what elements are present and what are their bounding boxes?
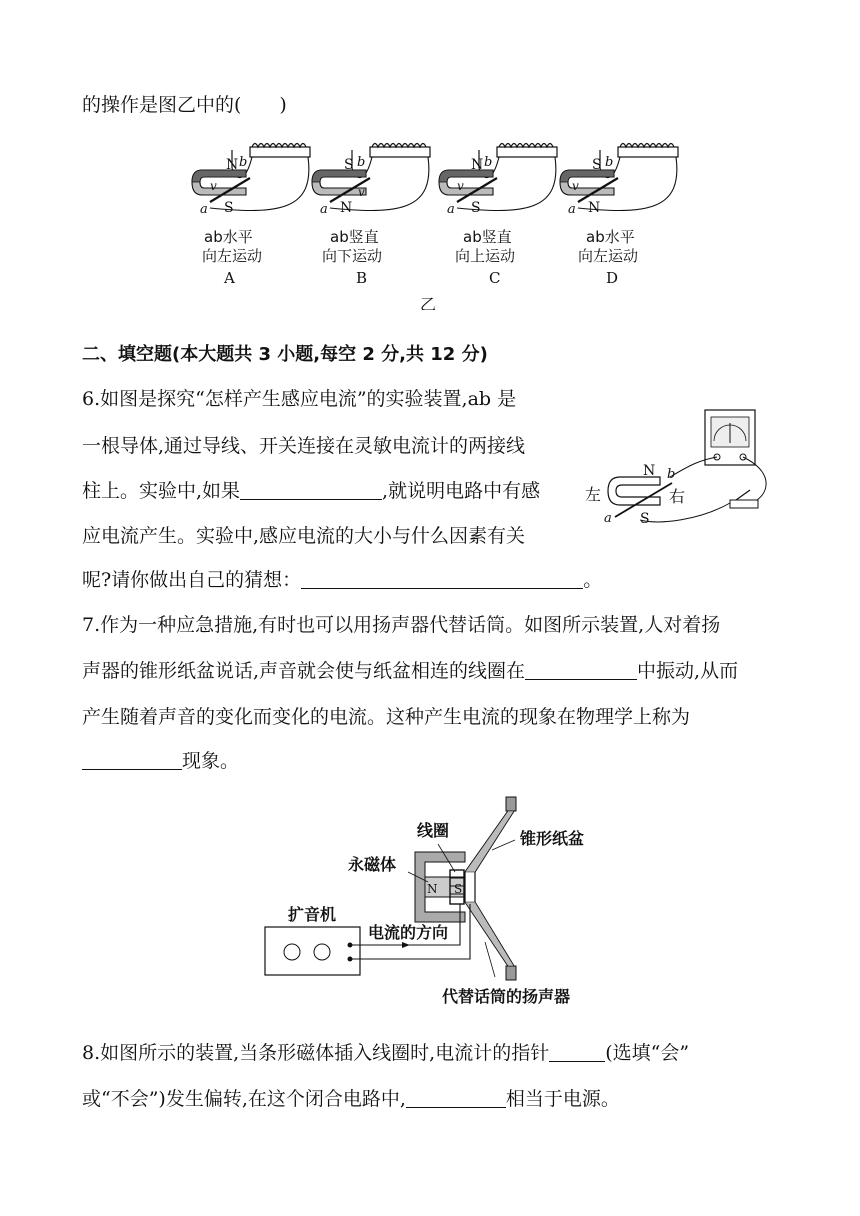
- svg-text:向上运动: 向上运动: [455, 247, 516, 265]
- svg-text:N: N: [588, 200, 601, 216]
- svg-text:N: N: [643, 463, 656, 479]
- q8-line-2: [82, 1086, 620, 1112]
- q7-line-4-end: 现象。: [182, 750, 240, 772]
- option-c-diagram: [439, 144, 557, 288]
- svg-text:a: a: [320, 202, 328, 217]
- svg-text:b: b: [605, 155, 614, 170]
- svg-text:向左运动: 向左运动: [202, 247, 263, 265]
- svg-text:向下运动: 向下运动: [322, 247, 383, 265]
- svg-text:N: N: [471, 157, 484, 173]
- svg-text:N: N: [340, 200, 353, 216]
- svg-text:代替话筒的扬声器: 代替话筒的扬声器: [442, 987, 571, 1006]
- q6-blank-2[interactable]: [301, 568, 583, 589]
- svg-text:永磁体: 永磁体: [348, 855, 397, 874]
- svg-text:向左运动: 向左运动: [578, 247, 639, 265]
- svg-text:ab水平: ab水平: [586, 228, 635, 246]
- q7-line-2-start: 声器的锥形纸盆说话,声音就会使与纸盆相连的线圈在: [82, 660, 526, 682]
- speaker-figure: [260, 792, 660, 1012]
- svg-text:N: N: [226, 157, 239, 173]
- svg-text:S: S: [640, 511, 650, 527]
- q6-line-3: [82, 478, 540, 504]
- svg-text:ab水平: ab水平: [204, 228, 253, 246]
- svg-text:D: D: [606, 269, 619, 287]
- svg-text:a: a: [447, 202, 455, 217]
- svg-text:ab竖直: ab竖直: [463, 228, 512, 246]
- svg-text:S: S: [344, 157, 354, 173]
- q6-blank-1[interactable]: [240, 479, 382, 500]
- svg-text:b: b: [357, 155, 366, 170]
- q6-line-3-start: 柱上。实验中,如果: [82, 480, 241, 502]
- svg-text:v: v: [572, 179, 579, 193]
- q7-blank-2[interactable]: [82, 749, 182, 770]
- question-continuation: 的操作是图乙中的( ): [82, 94, 287, 116]
- q6-line-5-start: 呢?请你做出自己的猜想：: [82, 569, 302, 591]
- svg-text:a: a: [604, 511, 612, 526]
- figure-yi: [0, 140, 860, 310]
- figure-label: 乙: [420, 295, 437, 310]
- q6-line-5: [82, 567, 602, 593]
- option-b-diagram: [312, 144, 430, 288]
- svg-text:a: a: [200, 202, 208, 217]
- option-a-diagram: [192, 144, 310, 288]
- q6-line-1: 6.如图是探究“怎样产生感应电流”的实验装置,ab 是: [82, 388, 517, 410]
- svg-text:S: S: [592, 157, 602, 173]
- q7-line-4: [82, 748, 239, 774]
- q8-line-1-start: 8.如图所示的装置,当条形磁体插入线圈时,电流计的指针: [82, 1042, 550, 1064]
- svg-text:A: A: [224, 269, 235, 287]
- option-d-diagram: [560, 144, 678, 288]
- svg-text:S: S: [471, 200, 481, 216]
- q6-line-4: 应电流产生。实验中,感应电流的大小与什么因素有关: [82, 525, 526, 547]
- svg-text:S: S: [454, 882, 463, 896]
- q7-line-3: 产生随着声音的变化而变化的电流。这种产生电流的现象在物理学上称为: [82, 706, 691, 728]
- svg-text:B: B: [356, 269, 368, 287]
- q7-line-2-end: 中振动,从而: [637, 660, 739, 682]
- q6-line-3-end: ,就说明电路中有感: [382, 480, 541, 502]
- q6-line-5-end: 。: [583, 569, 603, 591]
- svg-text:v: v: [210, 179, 217, 193]
- svg-text:C: C: [489, 269, 501, 287]
- q7-blank-1[interactable]: [525, 659, 637, 680]
- q7-line-1: 7.作为一种应急措施,有时也可以用扬声器代替话筒。如图所示装置,人对着扬: [82, 614, 721, 636]
- svg-text:右: 右: [669, 487, 686, 506]
- svg-text:v: v: [457, 179, 464, 193]
- section-heading: 二、填空题(本大题共 3 小题,每空 2 分,共 12 分): [82, 344, 488, 365]
- q8-blank-2[interactable]: [406, 1087, 506, 1108]
- svg-text:锥形纸盆: 锥形纸盆: [520, 829, 585, 848]
- svg-text:S: S: [224, 200, 234, 216]
- svg-text:b: b: [239, 155, 248, 170]
- svg-text:b: b: [667, 467, 676, 482]
- svg-text:b: b: [484, 155, 493, 170]
- q7-line-2: [82, 658, 738, 684]
- q8-line-2-end: 相当于电源。: [505, 1088, 620, 1110]
- svg-text:ab竖直: ab竖直: [330, 228, 379, 246]
- q8-line-1-end: (选填“会”: [605, 1042, 690, 1064]
- svg-text:扩音机: 扩音机: [288, 905, 337, 924]
- svg-text:线圈: 线圈: [417, 821, 450, 840]
- svg-text:电流的方向: 电流的方向: [368, 923, 449, 942]
- svg-text:v: v: [358, 185, 365, 199]
- q6-line-2: 一根导体,通过导线、开关连接在灵敏电流计的两接线: [82, 435, 526, 457]
- q8-blank-1[interactable]: [549, 1041, 605, 1062]
- svg-text:a: a: [568, 202, 576, 217]
- q8-line-1: [82, 1040, 689, 1066]
- q8-line-2-start: 或“不会”)发生偏转,在这个闭合电路中,: [82, 1088, 406, 1110]
- svg-text:N: N: [427, 882, 438, 896]
- svg-text:左: 左: [585, 485, 602, 504]
- q6-figure: [580, 405, 780, 545]
